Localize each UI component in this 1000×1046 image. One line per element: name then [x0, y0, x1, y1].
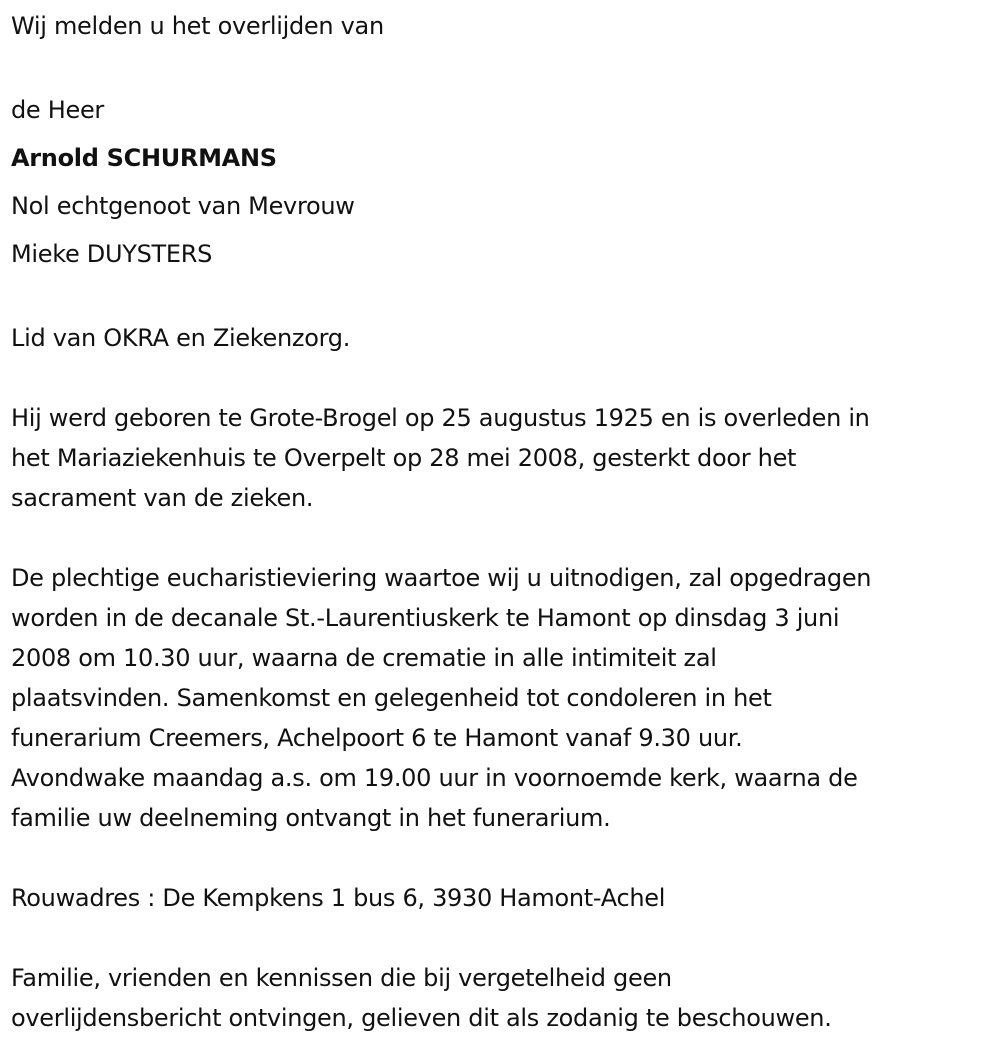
- paragraph-line: overlijdensbericht ontvingen, gelieven dit als zodanig te beschouwen.: [11, 1004, 832, 1032]
- intro-text: Wij melden u het overlijden van: [11, 12, 384, 40]
- spouse-line-2: Mieke DUYSTERS: [11, 240, 213, 268]
- paragraph-line: De plechtige eucharistieviering waartoe wij u uitnodigen, zal opgedragen: [11, 564, 872, 592]
- paragraph-line: Avondwake maandag a.s. om 19.00 uur in voornoemde kerk, waarna de: [11, 764, 858, 792]
- deceased-block: [11, 86, 996, 278]
- paragraph-line: plaatsvinden. Samenkomst en gelegenheid tot condoleren in het: [11, 684, 772, 712]
- paragraph-line: sacrament van de zieken.: [11, 484, 314, 512]
- death-notice-document: [11, 6, 996, 1038]
- spacer: [11, 278, 996, 318]
- ceremony-paragraph: [11, 558, 996, 838]
- membership-text: Lid van OKRA en Ziekenzorg.: [11, 324, 351, 352]
- paragraph-line: het Mariaziekenhuis te Overpelt op 28 mei 2008, gesterkt door het: [11, 444, 797, 472]
- paragraph-line: 2008 om 10.30 uur, waarna de crematie in alle intimiteit zal: [11, 644, 717, 672]
- spacer: [11, 358, 996, 398]
- paragraph-line: familie uw deelneming ontvangt in het funerarium.: [11, 804, 611, 832]
- deceased-name: Arnold SCHURMANS: [11, 144, 277, 172]
- paragraph-line: funerarium Creemers, Achelpoort 6 te Hamont vanaf 9.30 uur.: [11, 724, 743, 752]
- mourning-address: Rouwadres : De Kempkens 1 bus 6, 3930 Hamont-Achel: [11, 884, 666, 912]
- paragraph-line: worden in de decanale St.-Laurentiuskerk te Hamont op dinsdag 3 juni: [11, 604, 840, 632]
- spacer: [11, 918, 996, 958]
- closing-paragraph: [11, 958, 996, 1038]
- honorific: de Heer: [11, 96, 104, 124]
- spacer: [11, 838, 996, 878]
- paragraph-line: Hij werd geboren te Grote-Brogel op 25 augustus 1925 en is overleden in: [11, 404, 870, 432]
- paragraph-line: Familie, vrienden en kennissen die bij vergetelheid geen: [11, 964, 672, 992]
- spouse-line-1: Nol echtgenoot van Mevrouw: [11, 192, 355, 220]
- birth-death-paragraph: [11, 398, 996, 518]
- spacer: [11, 46, 996, 86]
- spacer: [11, 518, 996, 558]
